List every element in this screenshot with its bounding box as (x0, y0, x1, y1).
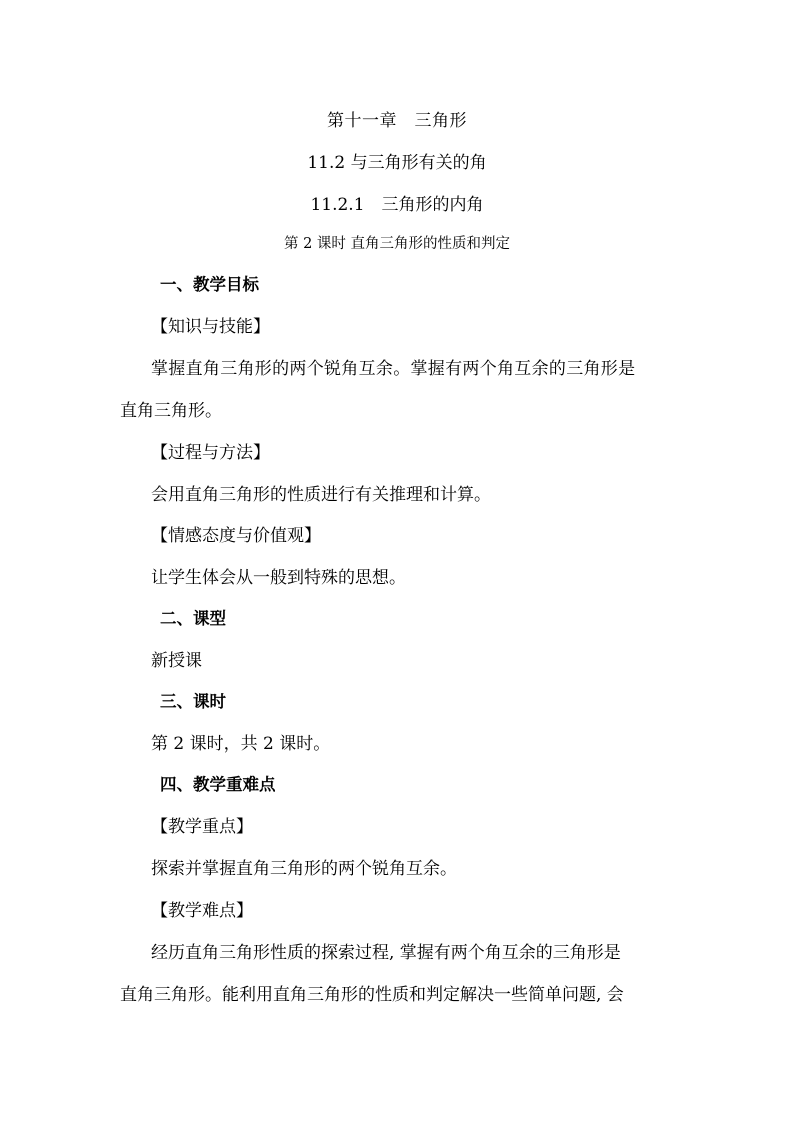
paragraph-difficult-line1: 经历直角三角形性质的探索过程, 掌握有两个角互余的三角形是 (151, 943, 621, 963)
subheading-difficult-points: 【教学难点】 (151, 901, 253, 921)
paragraph-knowledge-line1: 掌握直角三角形的两个锐角互余。掌握有两个角互余的三角形是 (151, 359, 636, 379)
chapter-title: 第十一章 三角形 (327, 111, 467, 131)
paragraph-knowledge-line2: 直角三角形。 (120, 401, 222, 421)
subheading-process-methods: 【过程与方法】 (151, 443, 270, 463)
subheading-attitude-values: 【情感态度与价值观】 (151, 526, 321, 546)
lesson-title: 第 2 课时 直角三角形的性质和判定 (283, 236, 511, 252)
paragraph-lesson-type: 新授课 (151, 651, 202, 671)
paragraph-lesson-hours: 第 2 课时，共 2 课时。 (151, 734, 331, 754)
paragraph-process: 会用直角三角形的性质进行有关推理和计算。 (151, 485, 491, 505)
paragraph-difficult-line2: 直角三角形。能利用直角三角形的性质和判定解决一些简单问题, 会 (120, 985, 624, 1005)
subheading-knowledge-skills: 【知识与技能】 (151, 317, 270, 337)
heading-lesson-hours: 三、课时 (160, 692, 226, 711)
heading-teaching-objectives: 一、教学目标 (160, 275, 259, 294)
paragraph-attitude: 让学生体会从一般到特殊的思想。 (151, 568, 406, 588)
heading-lesson-type: 二、课型 (160, 609, 226, 628)
subheading-key-points: 【教学重点】 (151, 817, 253, 837)
paragraph-key-points: 探索并掌握直角三角形的两个锐角互余。 (151, 859, 457, 879)
heading-key-difficult-points: 四、教学重难点 (160, 775, 276, 794)
section-title: 11.2 与三角形有关的角 (307, 153, 487, 173)
subsection-title: 11.2.1 三角形的内角 (310, 195, 484, 215)
